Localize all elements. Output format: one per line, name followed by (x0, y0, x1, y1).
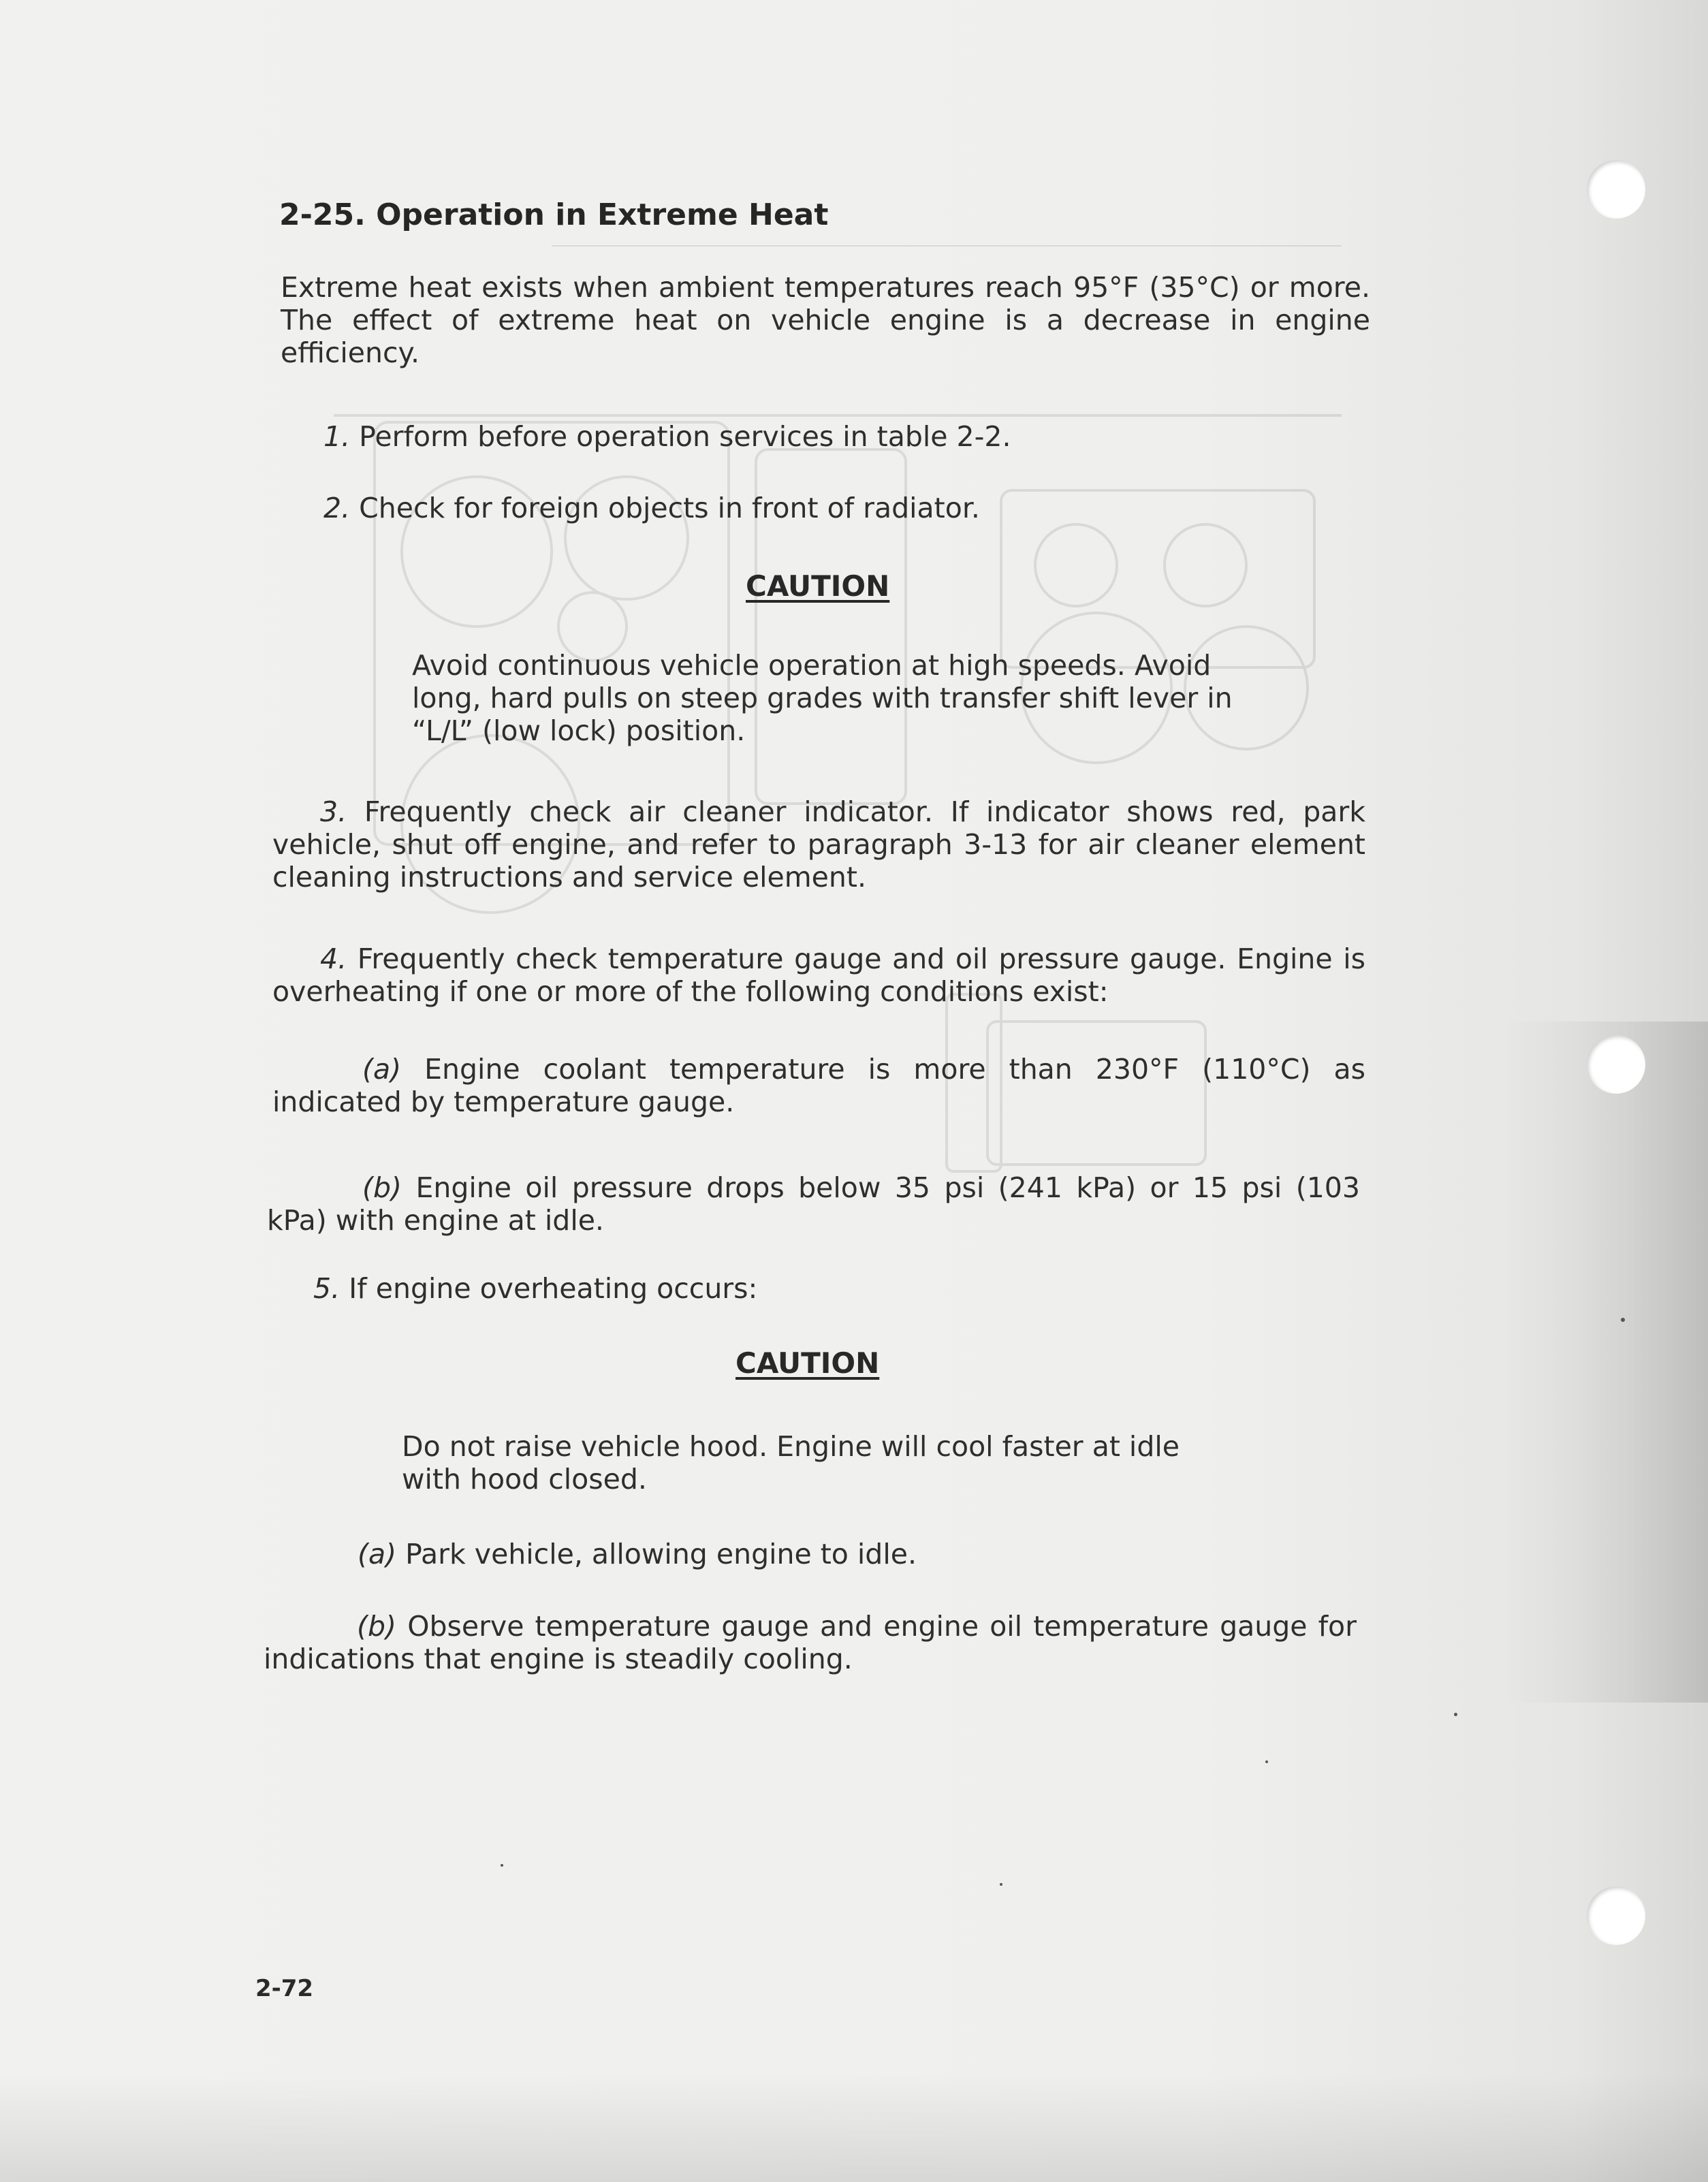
page-number: 2-72 (255, 1975, 314, 2002)
caution-heading: CAUTION (746, 569, 890, 603)
step-2 (323, 492, 980, 524)
step-number: 5. (313, 1272, 341, 1305)
action-letter: (b) (357, 1610, 397, 1643)
step-text: Check for foreign objects in front of radiator. (359, 492, 980, 524)
scan-speck (1265, 1760, 1268, 1763)
scan-speck (1000, 1883, 1002, 1886)
action-b (264, 1610, 1357, 1675)
caution-text: Avoid continuous vehicle operation at high speeds. Avoid long, hard pulls on steep grades with transfer shift lever in “L/L” (low lock) position. (412, 649, 1233, 747)
condition-letter: (b) (362, 1171, 402, 1204)
step-number: 3. (320, 795, 347, 828)
action-letter: (a) (358, 1538, 397, 1570)
action-a (358, 1538, 917, 1570)
condition-letter: (a) (362, 1053, 402, 1086)
scan-speck (1621, 1318, 1625, 1322)
section-heading: 2-25. Operation in Extreme Heat (279, 197, 829, 232)
caution-text: Do not raise vehicle hood. Engine will cool faster at idle with hood closed. (402, 1430, 1180, 1496)
step-number: 4. (320, 943, 347, 975)
condition-text: Engine coolant temperature is more than 230°F (110°C) as indicated by temperature gauge. (272, 1053, 1365, 1118)
step-text: Perform before operation services in table 2-2. (359, 420, 1011, 453)
step-3 (272, 795, 1365, 894)
condition-a (272, 1053, 1365, 1118)
step-number: 2. (323, 492, 351, 524)
step-text: Frequently check temperature gauge and oil pressure gauge. Engine is overheating if one or more of the following conditions exist: (272, 943, 1365, 1008)
intro-paragraph: Extreme heat exists when ambient temperatures reach 95°F (35°C) or more. The effect of extreme heat on vehicle engine is a decrease in engine efficiency. (281, 271, 1370, 369)
condition-b (267, 1171, 1360, 1237)
step-1 (323, 420, 1011, 453)
step-number: 1. (323, 420, 351, 453)
caution-heading: CAUTION (736, 1346, 880, 1380)
condition-text: Engine oil pressure drops below 35 psi (241 kPa) or 15 psi (103 kPa) with engine at idle. (267, 1171, 1360, 1237)
scan-speck (501, 1864, 503, 1867)
step-text: If engine overheating occurs: (349, 1272, 758, 1305)
action-text: Observe temperature gauge and engine oil temperature gauge for indications that engine is steadily cooling. (264, 1610, 1357, 1675)
step-text: Frequently check air cleaner indicator. If indicator shows red, park vehicle, shut off engine, and refer to paragraph 3-13 for air cleaner element cleaning instructions and service element. (272, 795, 1365, 894)
step-5 (313, 1272, 757, 1305)
step-4 (272, 943, 1365, 1008)
action-text: Park vehicle, allowing engine to idle. (405, 1538, 917, 1570)
scan-speck (1454, 1713, 1457, 1716)
